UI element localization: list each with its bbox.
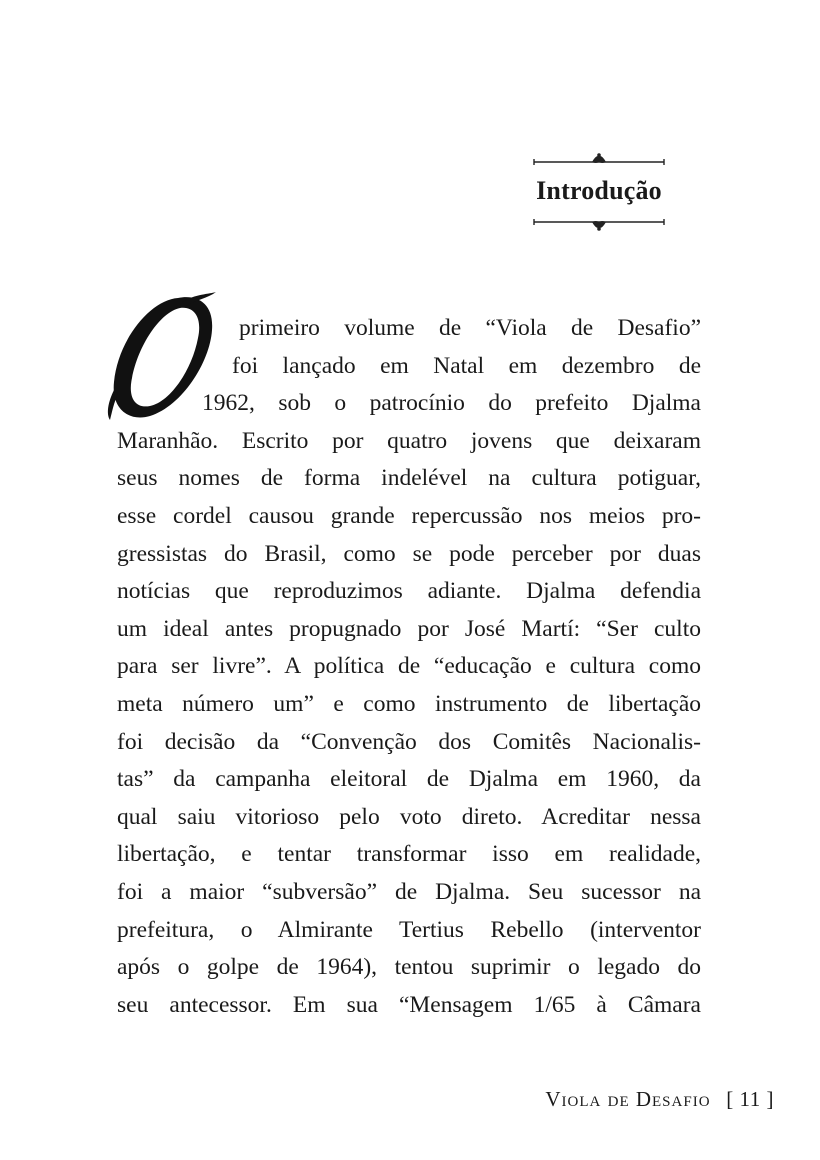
text-line: seu antecessor. Em sua “Mensagem 1/65 à Câmara xyxy=(117,991,701,1018)
text-line: 1962, sob o patrocínio do prefeito Djalma xyxy=(202,390,701,417)
text-line: esse cordel causou grande repercussão nos meios pro- xyxy=(117,502,701,529)
text-line: meta número um” e como instrumento de libertação xyxy=(117,690,701,717)
page-number: [ 11 ] xyxy=(726,1087,774,1111)
text-line: foi decisão da “Convenção dos Comitês Nacionalis- xyxy=(117,728,701,755)
text-line: um ideal antes propugnado por José Martí: “Ser culto xyxy=(117,615,701,642)
text-line: gressistas do Brasil, como se pode perceber por duas xyxy=(117,540,701,567)
chapter-heading xyxy=(532,150,666,234)
text-line: para ser livre”. A política de “educação e cultura como xyxy=(117,653,701,680)
text-line: após o golpe de 1964), tentou suprimir o legado do xyxy=(117,954,701,981)
text-line: prefeitura, o Almirante Tertius Rebello (interventor xyxy=(117,916,701,943)
text-line: Maranhão. Escrito por quatro jovens que deixaram xyxy=(117,427,701,454)
page-footer xyxy=(545,1087,774,1112)
text-line: foi a maior “subversão” de Djalma. Seu sucessor na xyxy=(117,878,701,905)
body-paragraph xyxy=(117,310,701,1024)
ornament-divider-icon xyxy=(532,150,666,170)
text-line: qual saiu vitorioso pelo voto direto. Acreditar nessa xyxy=(117,803,701,830)
ornament-divider-icon xyxy=(532,214,666,234)
running-title: Viola de Desafio xyxy=(545,1087,711,1111)
text-line: primeiro volume de “Viola de Desafio” xyxy=(239,315,701,341)
text-line: foi lançado em Natal em dezembro de xyxy=(232,352,701,379)
page-title: Introdução xyxy=(536,176,662,205)
text-line: seus nomes de forma indelével na cultura potiguar, xyxy=(117,465,701,492)
text-line: notícias que reproduzimos adiante. Djalma defendia xyxy=(117,578,701,605)
text-line: libertação, e tentar transformar isso em realidade, xyxy=(117,841,701,868)
text-line: tas” da campanha eleitoral de Djalma em 1960, da xyxy=(117,766,701,793)
